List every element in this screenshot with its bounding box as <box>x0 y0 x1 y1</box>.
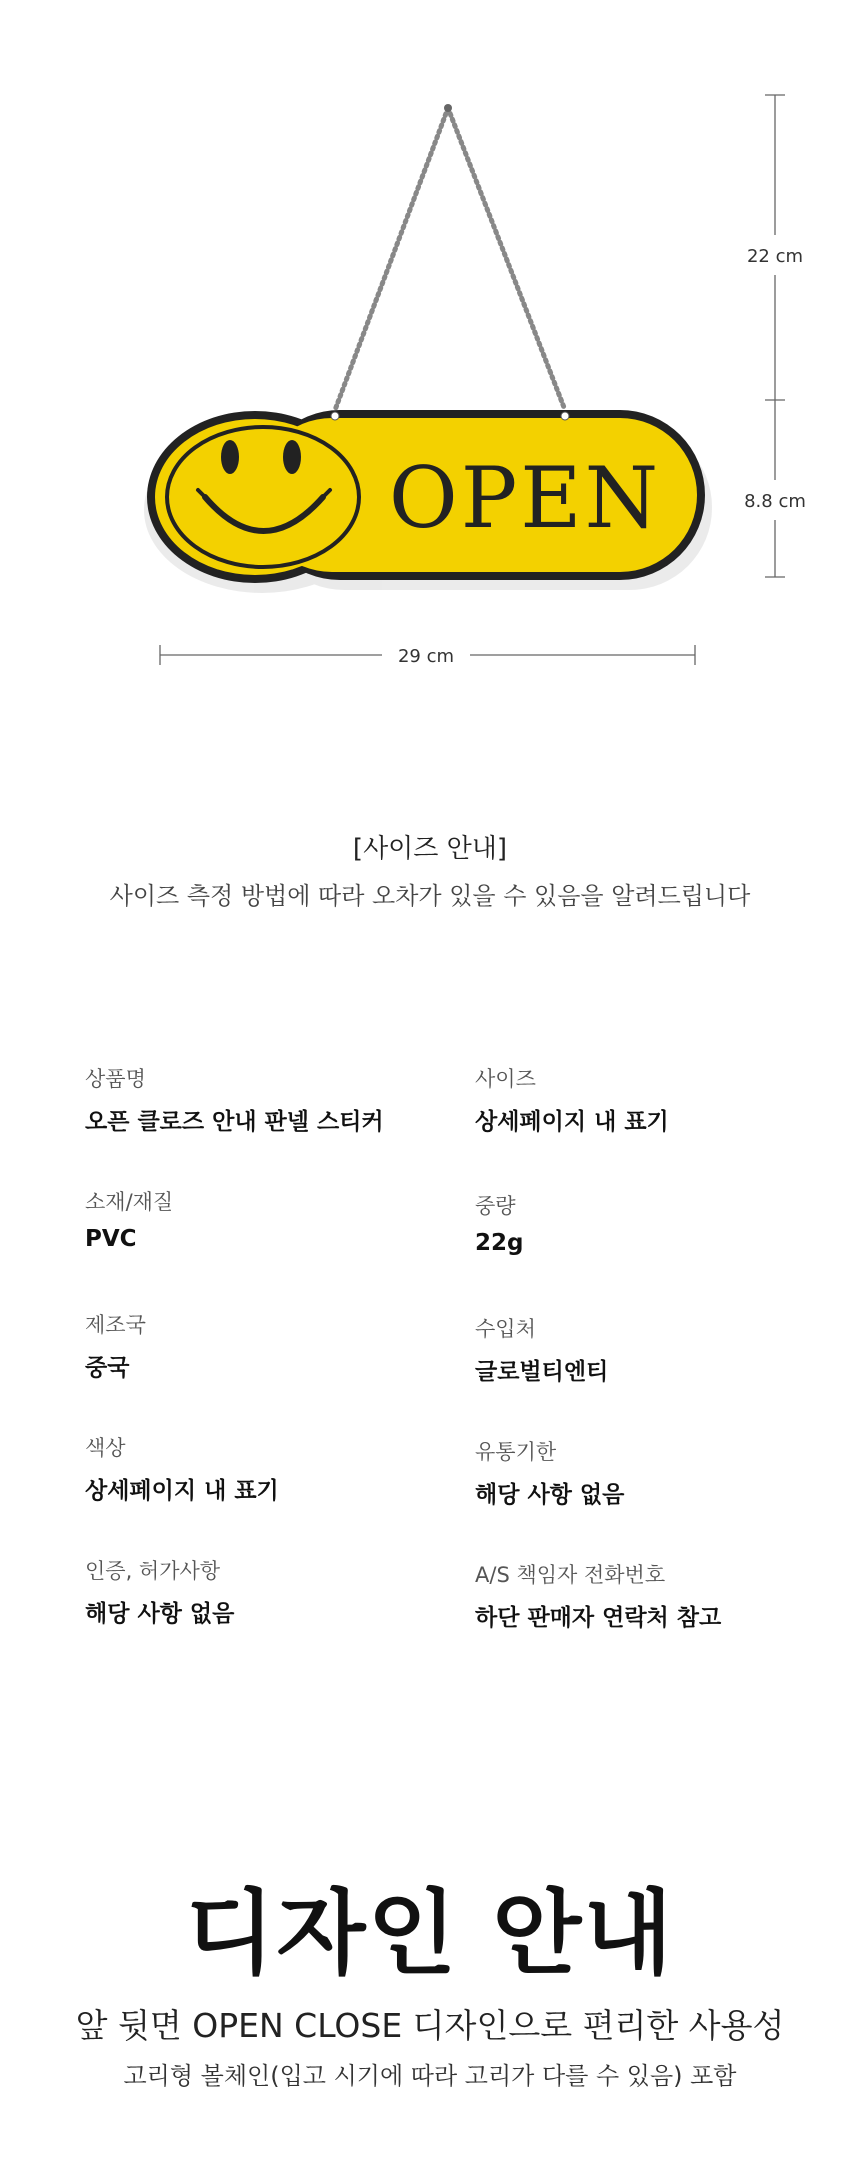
spec-value-importer: 글로벌티엔티 <box>475 1359 609 1385</box>
size-guide-subtitle: 사이즈 측정 방법에 따라 오차가 있을 수 있음을 알려드립니다 <box>109 882 751 910</box>
spec-label-material: 소재/재질 <box>85 1190 174 1214</box>
spec-label-importer: 수입처 <box>475 1317 536 1341</box>
spec-value-certification: 해당 사항 없음 <box>85 1601 235 1627</box>
chain-height-label: 22 cm <box>746 246 804 267</box>
spec-value-product-name: 오픈 클로즈 안내 판넬 스티커 <box>85 1109 384 1135</box>
spec-value-material: PVC <box>85 1226 137 1252</box>
spec-label-weight: 중량 <box>475 1194 516 1218</box>
spec-label-origin: 제조국 <box>85 1313 146 1337</box>
spec-value-color: 상세페이지 내 표기 <box>85 1478 279 1504</box>
ball-chain <box>335 104 565 410</box>
sign-height-label: 8.8 cm <box>744 491 806 512</box>
spec-label-expiry: 유통기한 <box>475 1440 557 1464</box>
spec-label-color: 색상 <box>85 1436 126 1460</box>
spec-value-as-contact: 하단 판매자 연락처 참고 <box>475 1605 722 1631</box>
size-guide-title: [사이즈 안내] <box>352 834 508 864</box>
spec-label-size: 사이즈 <box>475 1067 536 1091</box>
open-sign <box>147 410 705 583</box>
spec-value-origin: 중국 <box>85 1355 130 1381</box>
product-diagram <box>0 0 860 700</box>
spec-label-product-name: 상품명 <box>85 1067 146 1091</box>
spec-value-size: 상세페이지 내 표기 <box>475 1109 669 1135</box>
design-guide-line2: 고리형 볼체인(입고 시기에 따라 고리가 다를 수 있음) 포함 <box>123 2062 737 2090</box>
sign-width-label: 29 cm <box>397 646 455 667</box>
spec-label-as-contact: A/S 책임자 전화번호 <box>475 1563 666 1587</box>
spec-label-certification: 인증, 허가사항 <box>85 1559 221 1583</box>
spec-value-weight: 22g <box>475 1230 524 1256</box>
sign-text: OPEN <box>388 449 662 547</box>
spec-value-expiry: 해당 사항 없음 <box>475 1482 625 1508</box>
design-guide-title: 디자인 안내 <box>185 1880 675 1987</box>
design-guide-line1: 앞 뒷면 OPEN CLOSE 디자인으로 편리한 사용성 <box>75 2006 785 2045</box>
